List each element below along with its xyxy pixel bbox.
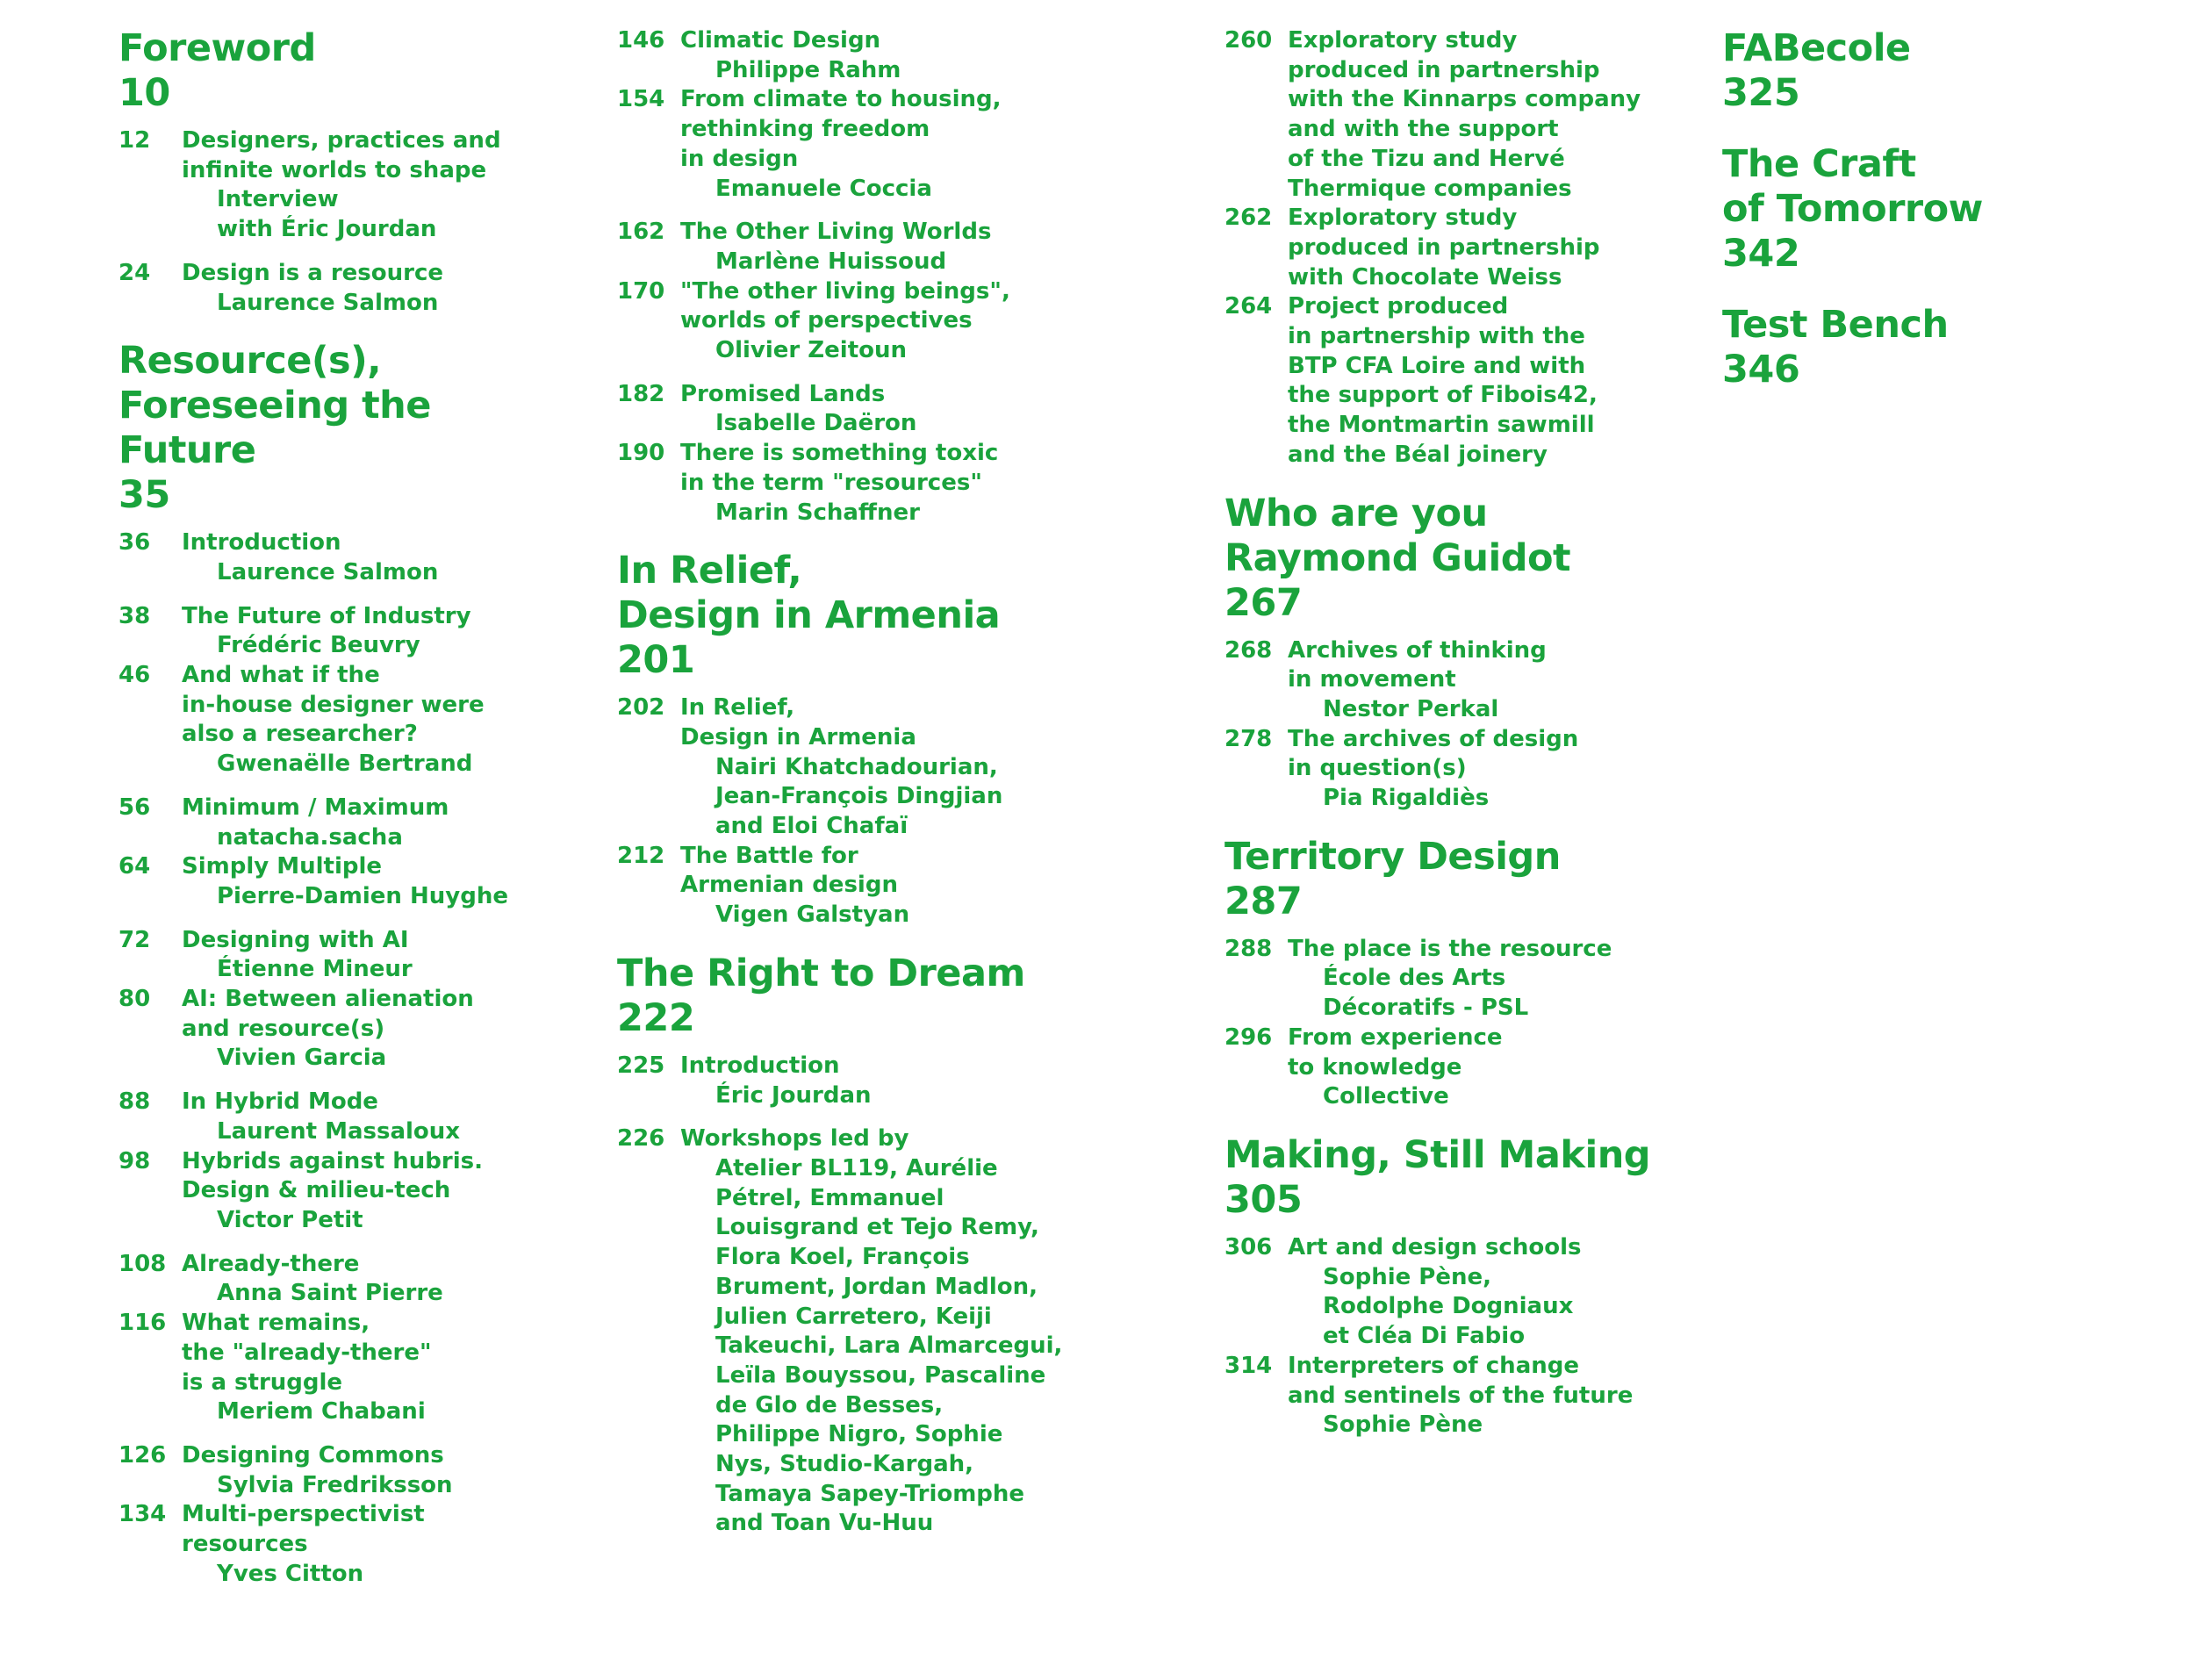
entry-list: [617, 1052, 1188, 1539]
entry-body: [1288, 1352, 1681, 1440]
entry-page-number: 80: [118, 986, 151, 1013]
entry-author: Éric Jourdan: [715, 1081, 872, 1109]
entry-author: natacha.sacha: [217, 823, 403, 851]
entry-title: Exploratory study produced in partnership with Chocolate Weiss: [1288, 205, 1600, 291]
toc-entry[interactable]: [1224, 725, 1681, 814]
section-title: Who are you Raymond Guidot: [1224, 491, 1571, 580]
entry-title: Introduction: [680, 1052, 840, 1079]
entry-title: "The other living beings", worlds of perspectives: [680, 277, 1010, 334]
section-title: FABecole: [1722, 26, 1911, 70]
entry-author: Laurence Salmon: [217, 289, 439, 316]
entry-page-number: 88: [118, 1088, 151, 1116]
entry-list: [118, 528, 575, 1589]
section-page-number: 287: [1224, 879, 1303, 923]
toc-entry[interactable]: [118, 528, 575, 587]
toc-section: [1224, 835, 1681, 1112]
entry-title: Interpreters of change and sentinels of the future: [1288, 1352, 1634, 1409]
entry-body: [182, 1250, 575, 1309]
entry-body: [680, 439, 1188, 528]
entry-title: Art and design schools: [1288, 1233, 1582, 1260]
entry-list: [617, 26, 1188, 528]
entry-body: [182, 1309, 575, 1427]
entry-title: What remains, the "already-there" is a struggle: [182, 1310, 432, 1396]
entry-body: [182, 528, 575, 587]
toc-entry[interactable]: [617, 1124, 1188, 1539]
toc-section: [118, 26, 575, 318]
entry-title: In Relief, Design in Armenia: [680, 694, 916, 750]
entry-author: Pierre-Damien Huyghe: [217, 882, 508, 909]
entry-page-number: 268: [1224, 636, 1273, 664]
entry-body: [680, 1124, 1188, 1539]
toc-column-3: [1224, 26, 1681, 1462]
toc-entry[interactable]: [617, 218, 1188, 276]
entry-body: [1288, 1233, 1681, 1352]
entry-body: [182, 1147, 575, 1236]
entry-page-number: 38: [118, 602, 151, 629]
entry-author: Sophie Pène, Rodolphe Dogniaux et Cléa Di Fabio: [1323, 1263, 1574, 1350]
entry-list: [1224, 935, 1681, 1112]
toc-entry[interactable]: [118, 985, 575, 1074]
entry-author: Interview with Éric Jourdan: [217, 186, 437, 243]
toc-entry[interactable]: [617, 85, 1188, 204]
section-title: Resource(s), Foreseeing the Future: [118, 339, 431, 473]
toc-entry[interactable]: [118, 1500, 575, 1589]
entry-body: [182, 602, 575, 661]
entry-body: [1288, 292, 1681, 470]
toc-entry[interactable]: [1224, 935, 1681, 1023]
entry-title: The place is the resource: [1288, 935, 1612, 962]
entry-body: [680, 277, 1188, 366]
section-title: Test Bench: [1722, 303, 1949, 347]
entry-author: Vivien Garcia: [217, 1045, 387, 1072]
section-heading: [118, 339, 575, 518]
entry-title: The Battle for Armenian design: [680, 842, 898, 899]
entry-page-number: 98: [118, 1147, 151, 1174]
entry-body: [182, 1441, 575, 1500]
entry-author: Pia Rigaldiès: [1323, 785, 1490, 812]
toc-entry[interactable]: [118, 126, 575, 245]
entry-body: [1288, 636, 1681, 725]
entry-title: Workshops led by: [680, 1125, 909, 1153]
entry-title: Design is a resource: [182, 259, 443, 286]
entry-author: École des Arts Décoratifs - PSL: [1323, 965, 1529, 1022]
toc-entry[interactable]: [617, 277, 1188, 366]
entry-title: Hybrids against hubris. Design & milieu-tech: [182, 1147, 483, 1204]
entry-page-number: 225: [617, 1052, 665, 1079]
entry-body: [1288, 26, 1681, 204]
entry-page-number: 202: [617, 694, 665, 722]
entry-title: Climatic Design: [680, 27, 881, 54]
entry-author: Anna Saint Pierre: [217, 1280, 443, 1307]
toc-entry[interactable]: [1224, 1023, 1681, 1112]
entry-page-number: 306: [1224, 1233, 1273, 1260]
section-heading: [1722, 142, 2196, 276]
entry-title: The Future of Industry: [182, 602, 471, 629]
entry-title: There is something toxic in the term "resources": [680, 440, 999, 496]
entry-body: [680, 1052, 1188, 1110]
entry-body: [680, 380, 1188, 439]
entry-page-number: 226: [617, 1125, 665, 1153]
section-heading: [1722, 26, 2196, 116]
entry-body: [680, 842, 1188, 930]
toc-entry[interactable]: [118, 852, 575, 911]
toc-entry[interactable]: [1224, 204, 1681, 292]
section-page-number: 325: [1722, 71, 1800, 115]
toc-section: [1224, 26, 1681, 470]
entry-title: And what if the in-house designer were also a researcher?: [182, 662, 485, 748]
entry-title: From experience to knowledge: [1288, 1023, 1503, 1081]
section-page-number: 10: [118, 71, 170, 115]
entry-author: Marin Schaffner: [715, 499, 920, 526]
entry-page-number: 162: [617, 219, 665, 246]
entry-author: Gwenaëlle Bertrand: [217, 750, 473, 778]
toc-entry[interactable]: [118, 259, 575, 318]
entry-page-number: 296: [1224, 1023, 1273, 1051]
entry-page-number: 264: [1224, 293, 1273, 320]
entry-page-number: 46: [118, 662, 151, 689]
toc-entry[interactable]: [118, 794, 575, 852]
entry-title: Minimum / Maximum: [182, 794, 449, 821]
entry-title: Simply Multiple: [182, 853, 383, 880]
toc-entry[interactable]: [617, 26, 1188, 85]
toc-entry[interactable]: [1224, 636, 1681, 725]
entry-author: Frédéric Beuvry: [217, 632, 420, 659]
entry-author: Nairi Khatchadourian, Jean-François Dingjian and Eloi Chafaï: [715, 753, 1003, 840]
entry-page-number: 154: [617, 86, 665, 113]
entry-author: Sylvia Fredriksson: [217, 1471, 453, 1498]
entry-page-number: 56: [118, 794, 151, 821]
toc-section: [617, 952, 1188, 1539]
entry-page-number: 134: [118, 1501, 167, 1528]
section-heading: [617, 549, 1188, 683]
section-title: Making, Still Making: [1224, 1132, 1651, 1177]
section-heading: [1224, 492, 1681, 626]
toc-entry[interactable]: [617, 842, 1188, 930]
entry-body: [1288, 935, 1681, 1023]
toc-entry[interactable]: [118, 1088, 575, 1146]
entry-body: [1288, 1023, 1681, 1112]
toc-section: [1224, 1133, 1681, 1440]
entry-author: Collective: [1323, 1083, 1449, 1110]
section-heading: [617, 952, 1188, 1041]
entry-author: Yves Citton: [217, 1560, 364, 1587]
entry-body: [182, 926, 575, 985]
entry-author: Vigen Galstyan: [715, 901, 910, 929]
entry-author: Marlène Huissoud: [715, 248, 947, 275]
entry-author: Étienne Mineur: [217, 956, 413, 983]
entry-title: From climate to housing, rethinking freedom in design: [680, 86, 1002, 172]
entry-list: [1224, 1233, 1681, 1440]
entry-title: Archives of thinking in movement: [1288, 636, 1547, 693]
entry-title: Promised Lands: [680, 380, 886, 407]
entry-body: [182, 259, 575, 318]
section-page-number: 222: [617, 995, 695, 1040]
entry-list: [1224, 26, 1681, 470]
toc-entry[interactable]: [1224, 26, 1681, 204]
entry-title: Designing with AI: [182, 926, 409, 953]
entry-author: Isabelle Daëron: [715, 410, 917, 437]
entry-title: Already-there: [182, 1250, 360, 1277]
toc-section: [1722, 303, 2196, 392]
entry-page-number: 212: [617, 842, 665, 869]
entry-title: Exploratory study produced in partnership with the Kinnarps company and with the support of the Tizu and Hervé Thermique companies: [1288, 27, 1641, 202]
toc-column-1: [118, 26, 575, 1610]
toc-entry[interactable]: [118, 602, 575, 661]
section-title: The Craft of Tomorrow: [1722, 142, 1983, 231]
toc-section: [617, 549, 1188, 930]
entry-page-number: 190: [617, 440, 665, 467]
entry-page-number: 288: [1224, 935, 1273, 962]
entry-body: [182, 126, 575, 245]
section-title: Territory Design: [1224, 834, 1561, 879]
toc-entry[interactable]: [1224, 292, 1681, 470]
entry-title: Project produced in partnership with the BTP CFA Loire and with the support of Fibois42, the Montmartin sawmill and the Béal joinery: [1288, 293, 1598, 468]
entry-author: Laurent Massaloux: [217, 1117, 461, 1145]
section-page-number: 305: [1224, 1177, 1303, 1222]
entry-body: [182, 794, 575, 852]
entry-page-number: 170: [617, 277, 665, 305]
toc-entry[interactable]: [1224, 1233, 1681, 1352]
section-title: The Right to Dream: [617, 951, 1025, 995]
entry-body: [182, 1088, 575, 1146]
toc-entry[interactable]: [118, 1250, 575, 1309]
entry-body: [1288, 725, 1681, 814]
toc-entry[interactable]: [118, 1309, 575, 1427]
entry-page-number: 64: [118, 853, 151, 880]
entry-author: Philippe Rahm: [715, 56, 901, 83]
entry-author: Emanuele Coccia: [715, 175, 932, 202]
entry-body: [1288, 204, 1681, 292]
entry-title: The archives of design in question(s): [1288, 725, 1579, 782]
toc-entry[interactable]: [617, 439, 1188, 528]
section-title: Foreword: [118, 26, 316, 70]
entry-title: Introduction: [182, 529, 341, 557]
entry-page-number: 24: [118, 259, 151, 286]
section-page-number: 346: [1722, 348, 1800, 391]
section-heading: [1224, 835, 1681, 924]
toc-column-4: [1722, 26, 2196, 419]
entry-page-number: 146: [617, 27, 665, 54]
toc-entry[interactable]: [617, 1052, 1188, 1110]
entry-body: [680, 693, 1188, 842]
section-heading: [118, 26, 575, 116]
entry-author: Victor Petit: [217, 1206, 363, 1233]
entry-page-number: 108: [118, 1250, 167, 1277]
toc-entry[interactable]: [1224, 1352, 1681, 1440]
entry-title: Multi-perspectivist resources: [182, 1501, 425, 1558]
entry-author: Olivier Zeitoun: [715, 337, 908, 364]
toc-section: [118, 339, 575, 1589]
entry-body: [680, 218, 1188, 276]
entry-title: The Other Living Worlds: [680, 219, 992, 246]
entry-page-number: 182: [617, 380, 665, 407]
entry-page-number: 116: [118, 1310, 167, 1337]
entry-title: Designing Commons: [182, 1441, 444, 1469]
section-page-number: 342: [1722, 232, 1800, 276]
section-page-number: 201: [617, 638, 695, 683]
entry-title: Designers, practices and infinite worlds to shape: [182, 127, 501, 183]
entry-body: [182, 1500, 575, 1589]
entry-list: [617, 693, 1188, 930]
entry-body: [680, 85, 1188, 204]
toc-column-2: [617, 26, 1188, 1560]
entry-author: Atelier BL119, Aurélie Pétrel, Emmanuel Louisgrand et Tejo Remy, Flora Koel, François Brument, Jordan Madlon, Julien Carretero, Keiji Takeuchi, Lara Almarcegui, Leïla Bouyssou, Pascaline de Glo de Besses, Philippe Nigro, Sophie Nys, Studio-Kargah, Tamaya Sapey-Triomphe and Toan Vu-Huu: [715, 1154, 1063, 1537]
entry-page-number: 72: [118, 926, 151, 953]
entry-body: [182, 852, 575, 911]
toc-entry[interactable]: [617, 693, 1188, 842]
toc-entry[interactable]: [118, 661, 575, 779]
entry-author: Laurence Salmon: [217, 558, 439, 585]
entry-author: Meriem Chabani: [217, 1398, 426, 1426]
entry-list: [1224, 636, 1681, 814]
entry-page-number: 126: [118, 1441, 167, 1469]
entry-page-number: 278: [1224, 725, 1273, 752]
toc-section: [617, 26, 1188, 528]
toc-entry[interactable]: [118, 1441, 575, 1500]
entry-page-number: 262: [1224, 205, 1273, 232]
section-title: In Relief, Design in Armenia: [617, 549, 1001, 638]
entry-author: Sophie Pène: [1323, 1411, 1483, 1439]
entry-title: AI: Between alienation and resource(s): [182, 986, 474, 1042]
entry-body: [182, 985, 575, 1074]
entry-title: In Hybrid Mode: [182, 1088, 378, 1116]
entry-page-number: 260: [1224, 27, 1273, 54]
toc-section: [1224, 492, 1681, 814]
section-heading: [1722, 303, 2196, 392]
entry-body: [182, 661, 575, 779]
entry-body: [680, 26, 1188, 85]
entry-author: Nestor Perkal: [1323, 695, 1499, 722]
toc-entry[interactable]: [617, 380, 1188, 439]
toc-entry[interactable]: [118, 1147, 575, 1236]
toc-entry[interactable]: [118, 926, 575, 985]
toc-section: [1722, 142, 2196, 276]
entry-list: [118, 126, 575, 318]
section-page-number: 35: [118, 473, 170, 518]
section-heading: [1224, 1133, 1681, 1223]
entry-page-number: 36: [118, 529, 151, 557]
entry-page-number: 314: [1224, 1352, 1273, 1379]
entry-page-number: 12: [118, 127, 151, 154]
toc-section: [1722, 26, 2196, 116]
section-page-number: 267: [1224, 580, 1303, 625]
